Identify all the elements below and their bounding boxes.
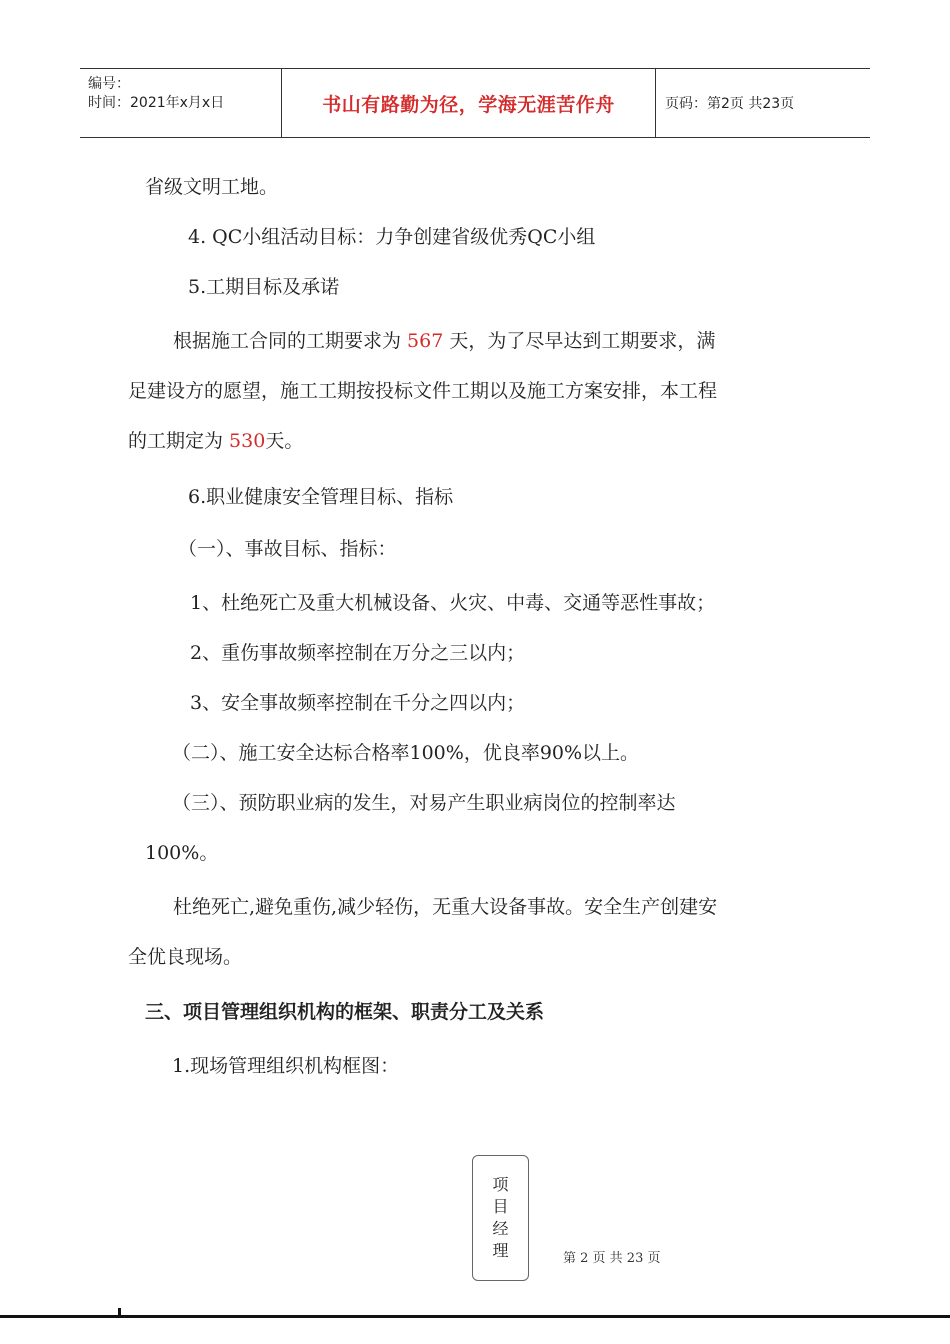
org-box-char: 目 [492, 1197, 509, 1216]
text-line-ohs-title: 6.职业健康安全管理目标、指标 [188, 486, 454, 508]
header-motto: 书山有路勤为径，学海无涯苦作舟 [281, 69, 656, 137]
list-item-accident-1: 1、杜绝死亡及重大机械设备、火灾、中毒、交通等恶性事故； [190, 592, 716, 614]
text-segment: 根据施工合同的工期要求为 [173, 330, 408, 352]
text-line-disease-prevention: （三）、预防职业病的发生，对易产生职业病岗位的控制率达 [172, 792, 676, 814]
org-box-char: 项 [492, 1175, 509, 1194]
text-line-qc-goal: 4. QC小组活动目标：力争创建省级优秀QC小组 [188, 226, 596, 248]
list-item-accident-3: 3、安全事故频率控制在千分之四以内； [190, 692, 526, 714]
text-line-org-chart-title: 1.现场管理组织机构框图： [172, 1055, 400, 1077]
text-line-accident-goals: （一）、事故目标、指标： [178, 538, 397, 560]
text-line-contract-period [173, 326, 715, 353]
planned-days-value: 530 [229, 430, 266, 452]
header-meta [88, 75, 224, 113]
text-line-planned-period [128, 426, 303, 453]
page-header [80, 68, 870, 138]
section-heading-3: 三、项目管理组织机构的框架、职责分工及关系 [145, 1001, 545, 1023]
footer-page-number: 第 2 页 共 23 页 [563, 1251, 661, 1266]
header-number-label: 编号： [88, 76, 130, 92]
text-segment: 的工期定为 [128, 430, 230, 452]
contract-days-value: 567 [407, 330, 444, 352]
org-box-char: 理 [492, 1241, 509, 1260]
text-segment: 天，为了尽早达到工期要求，满 [443, 330, 716, 352]
text-line-safety-rate: （二）、施工安全达标合格率100%，优良率90%以上。 [172, 742, 640, 764]
text-line-schedule-title: 5.工期目标及承诺 [188, 276, 340, 298]
text-line-schedule-detail: 足建设方的愿望，施工工期按投标文件工期以及施工方案安排，本工程 [128, 380, 718, 402]
bottom-rule-tick [118, 1308, 121, 1318]
text-segment: 天。 [265, 430, 304, 452]
text-line-1: 省级文明工地。 [145, 176, 279, 198]
list-item-accident-2: 2、重伤事故频率控制在万分之三以内； [190, 642, 526, 664]
org-box-char: 经 [492, 1219, 509, 1238]
bottom-rule [0, 1315, 950, 1318]
text-line-disease-rate: 100%。 [145, 842, 219, 864]
text-line-safety-summary: 杜绝死亡,避免重伤,减少轻伤，无重大设备事故。安全生产创建安 [173, 896, 718, 918]
text-line-safety-summary-cont: 全优良现场。 [128, 946, 243, 968]
org-box-project-manager [472, 1155, 529, 1281]
header-time-label: 时间：2021年x月x日 [88, 95, 225, 111]
header-page-info: 页码：第2页 共23页 [665, 96, 795, 112]
